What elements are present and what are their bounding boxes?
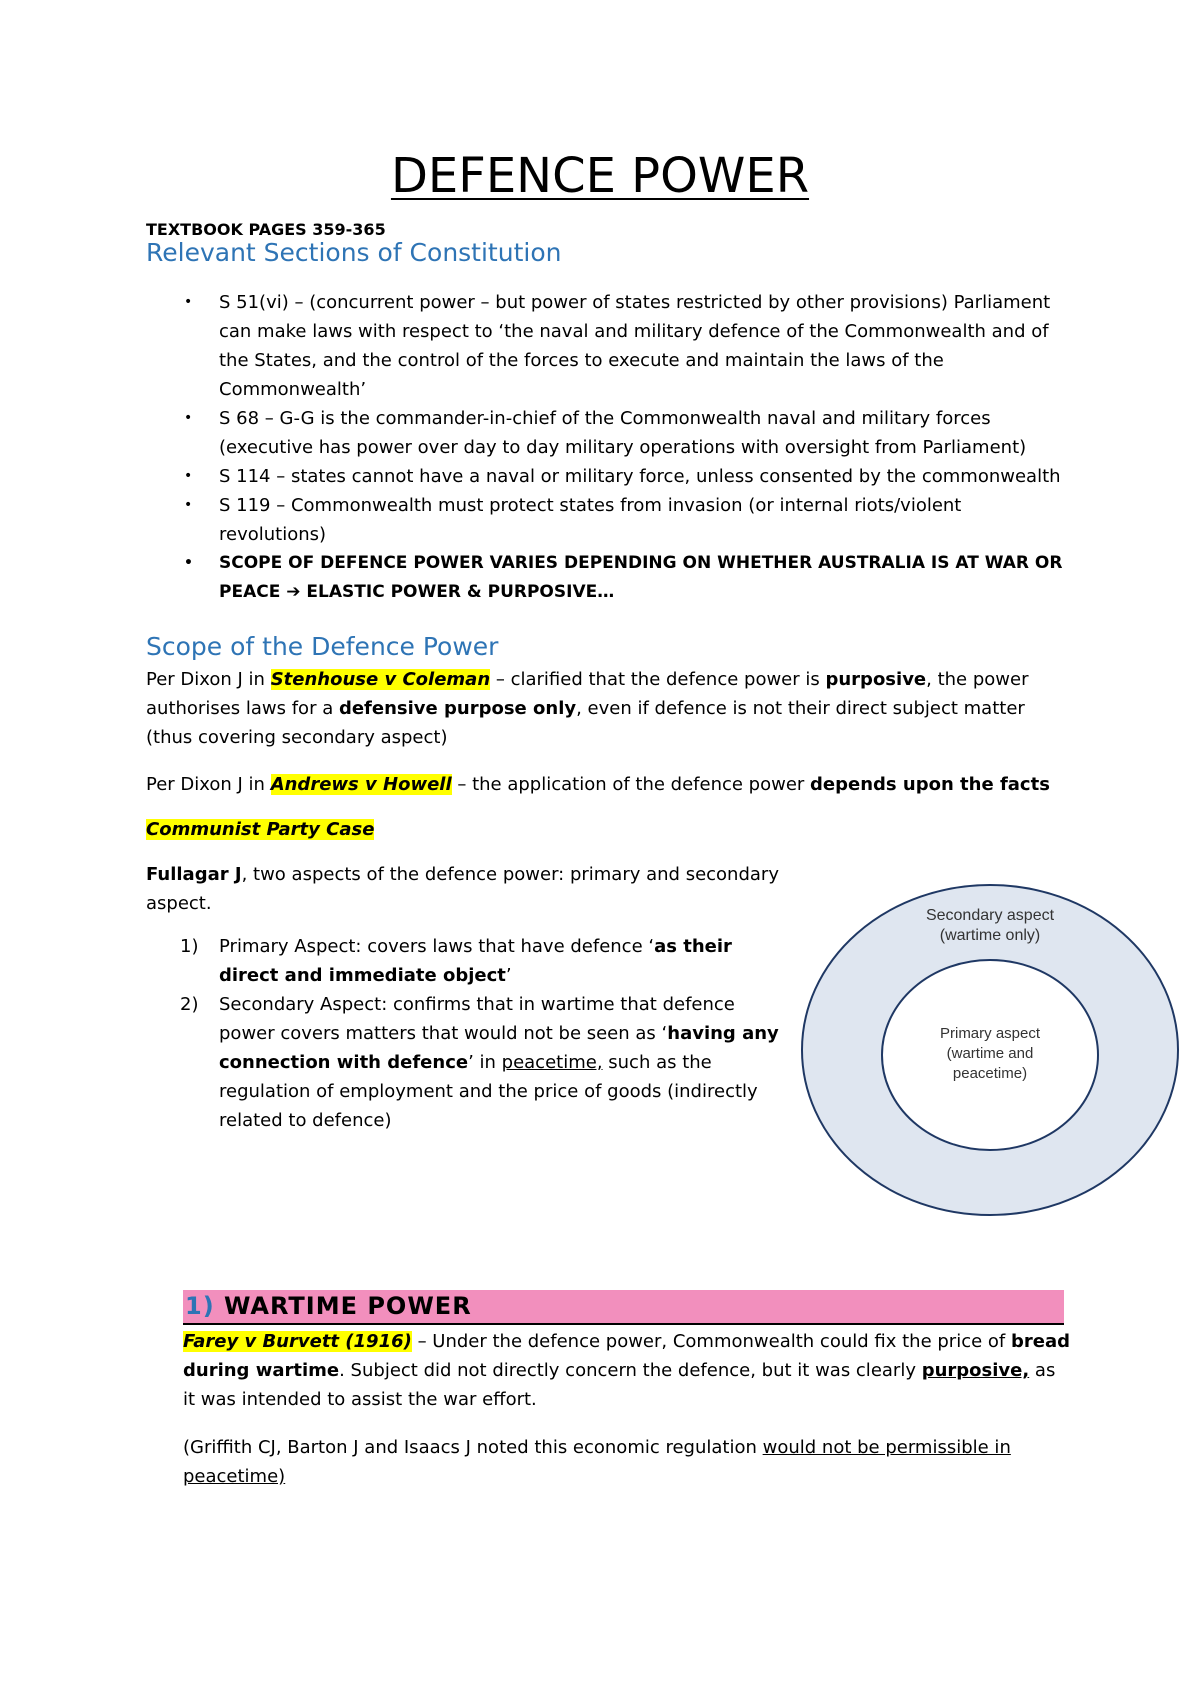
list-item: [146, 932, 786, 990]
s114-text: S 114 – states cannot have a naval or military force, unless consented by the commonwealth: [219, 466, 1061, 487]
bullet-icon: •: [184, 294, 193, 310]
fullagar-name: Fullagar J: [146, 864, 242, 885]
list-number: 1): [180, 936, 199, 957]
primary-aspect-sublabel-1: (wartime and: [946, 1045, 1034, 1062]
textbook-pages: TEXTBOOK PAGES 359-365: [146, 220, 386, 239]
purposive-term: purposive: [825, 669, 927, 690]
primary-aspect-close: ’: [505, 965, 512, 986]
andrews-pre: Per Dixon J in: [146, 774, 271, 795]
griffith-paragraph: [183, 1433, 1073, 1491]
not-permissible-underlined: would not be permissible in peacetime): [183, 1437, 1011, 1487]
scope-note-conclusion: ELASTIC POWER & PURPOSIVE…: [306, 582, 615, 602]
s119-text: S 119 – Commonwealth must protect states from invasion (or internal riots/violent revolutions): [219, 495, 962, 545]
secondary-aspect-text: Secondary Aspect: confirms that in wartime that defence power covers matters that would not be seen as ‘: [219, 994, 735, 1044]
stenhouse-text-3: , even if defence is not their direct subject matter (thus covering secondary aspect): [146, 698, 1025, 748]
list-item: [146, 288, 1066, 404]
list-item: [146, 990, 786, 1135]
bullet-icon: •: [184, 555, 193, 571]
list-item: [146, 462, 1066, 491]
case-communist-party: Communist Party Case: [146, 819, 375, 840]
secondary-aspect-sublabel: (wartime only): [939, 927, 1041, 944]
stenhouse-paragraph: [146, 665, 1076, 752]
list-item: [146, 491, 1066, 549]
arrow-right-icon: ➔: [286, 582, 301, 602]
list-number: 2): [180, 994, 199, 1015]
fullagar-paragraph: [146, 860, 786, 918]
secondary-aspect-text-2: ’ in: [468, 1052, 502, 1073]
s51-text: S 51(vi) – (concurrent power – but power of states restricted by other provisions) Parliament can make laws with respect to ‘the naval and military defence of the Commonwealth and of the States, and the control of the forces to execute and maintain the laws of the Commonwealth’: [219, 292, 1051, 400]
depends-on-facts-term: depends upon the facts: [810, 774, 1050, 795]
aspects-list: [146, 932, 786, 1135]
aspects-diagram: [790, 870, 1190, 1230]
secondary-aspect-label: Secondary aspect: [925, 907, 1055, 924]
stenhouse-text-1: – clarified that the defence power is: [490, 669, 826, 690]
bullet-icon: •: [184, 410, 193, 426]
andrews-paragraph: [146, 770, 1076, 799]
defensive-purpose-term: defensive purpose only: [338, 698, 577, 719]
secondary-aspect-bold: having any connection with defence: [219, 1023, 779, 1073]
primary-aspect-sublabel-2: peacetime): [952, 1065, 1028, 1082]
case-farey-v-burvett: Farey v Burvett (1916): [183, 1331, 412, 1352]
constitution-sections-list: [146, 288, 1066, 607]
wartime-label: WARTIME POWER: [224, 1292, 472, 1320]
list-item: [146, 549, 1066, 607]
stenhouse-text-2: , the power authorises laws for a: [146, 669, 1029, 719]
fullagar-text: , two aspects of the defence power: primary and secondary aspect.: [146, 864, 779, 914]
primary-aspect-label: Primary aspect: [939, 1025, 1041, 1042]
s68-text: S 68 – G-G is the commander-in-chief of the Commonwealth naval and military forces (executive has power over day to day military operations with oversight from Parliament): [219, 408, 1027, 458]
bread-wartime-term: bread during wartime: [183, 1331, 1070, 1381]
scope-heading: Scope of the Defence Power: [146, 632, 499, 661]
list-item: [146, 404, 1066, 462]
bullet-icon: •: [184, 468, 193, 484]
primary-aspect-bold: as their direct and immediate object: [219, 936, 732, 986]
wartime-power-heading: [183, 1290, 1064, 1325]
griffith-text: (Griffith CJ, Barton J and Isaacs J noted this economic regulation: [183, 1437, 763, 1458]
primary-aspect-text: Primary Aspect: covers laws that have defence ‘: [219, 936, 655, 957]
communist-case-line: [146, 815, 1076, 844]
farey-text-3: as it was intended to assist the war effort.: [183, 1360, 1056, 1410]
case-stenhouse-v-coleman: Stenhouse v Coleman: [270, 669, 491, 690]
wartime-number: 1): [185, 1292, 215, 1320]
farey-text-1: – Under the defence power, Commonwealth could fix the price of: [411, 1331, 1011, 1352]
scope-note-text: SCOPE OF DEFENCE POWER VARIES DEPENDING ON WHETHER AUSTRALIA IS AT WAR OR PEACE: [219, 553, 1063, 602]
farey-paragraph: [183, 1327, 1073, 1414]
sections-heading: Relevant Sections of Constitution: [146, 238, 562, 267]
farey-text-2: . Subject did not directly concern the defence, but it was clearly: [339, 1360, 922, 1381]
case-andrews-v-howell: Andrews v Howell: [270, 774, 452, 795]
andrews-text-1: – the application of the defence power: [451, 774, 811, 795]
stenhouse-pre: Per Dixon J in: [146, 669, 271, 690]
purposive-underlined: purposive,: [921, 1360, 1030, 1381]
secondary-aspect-text-3: such as the regulation of employment and the price of goods (indirectly related to defence): [219, 1052, 758, 1131]
peacetime-underlined: peacetime,: [501, 1052, 603, 1073]
page-title: DEFENCE POWER: [390, 148, 810, 204]
bullet-icon: •: [184, 497, 193, 513]
